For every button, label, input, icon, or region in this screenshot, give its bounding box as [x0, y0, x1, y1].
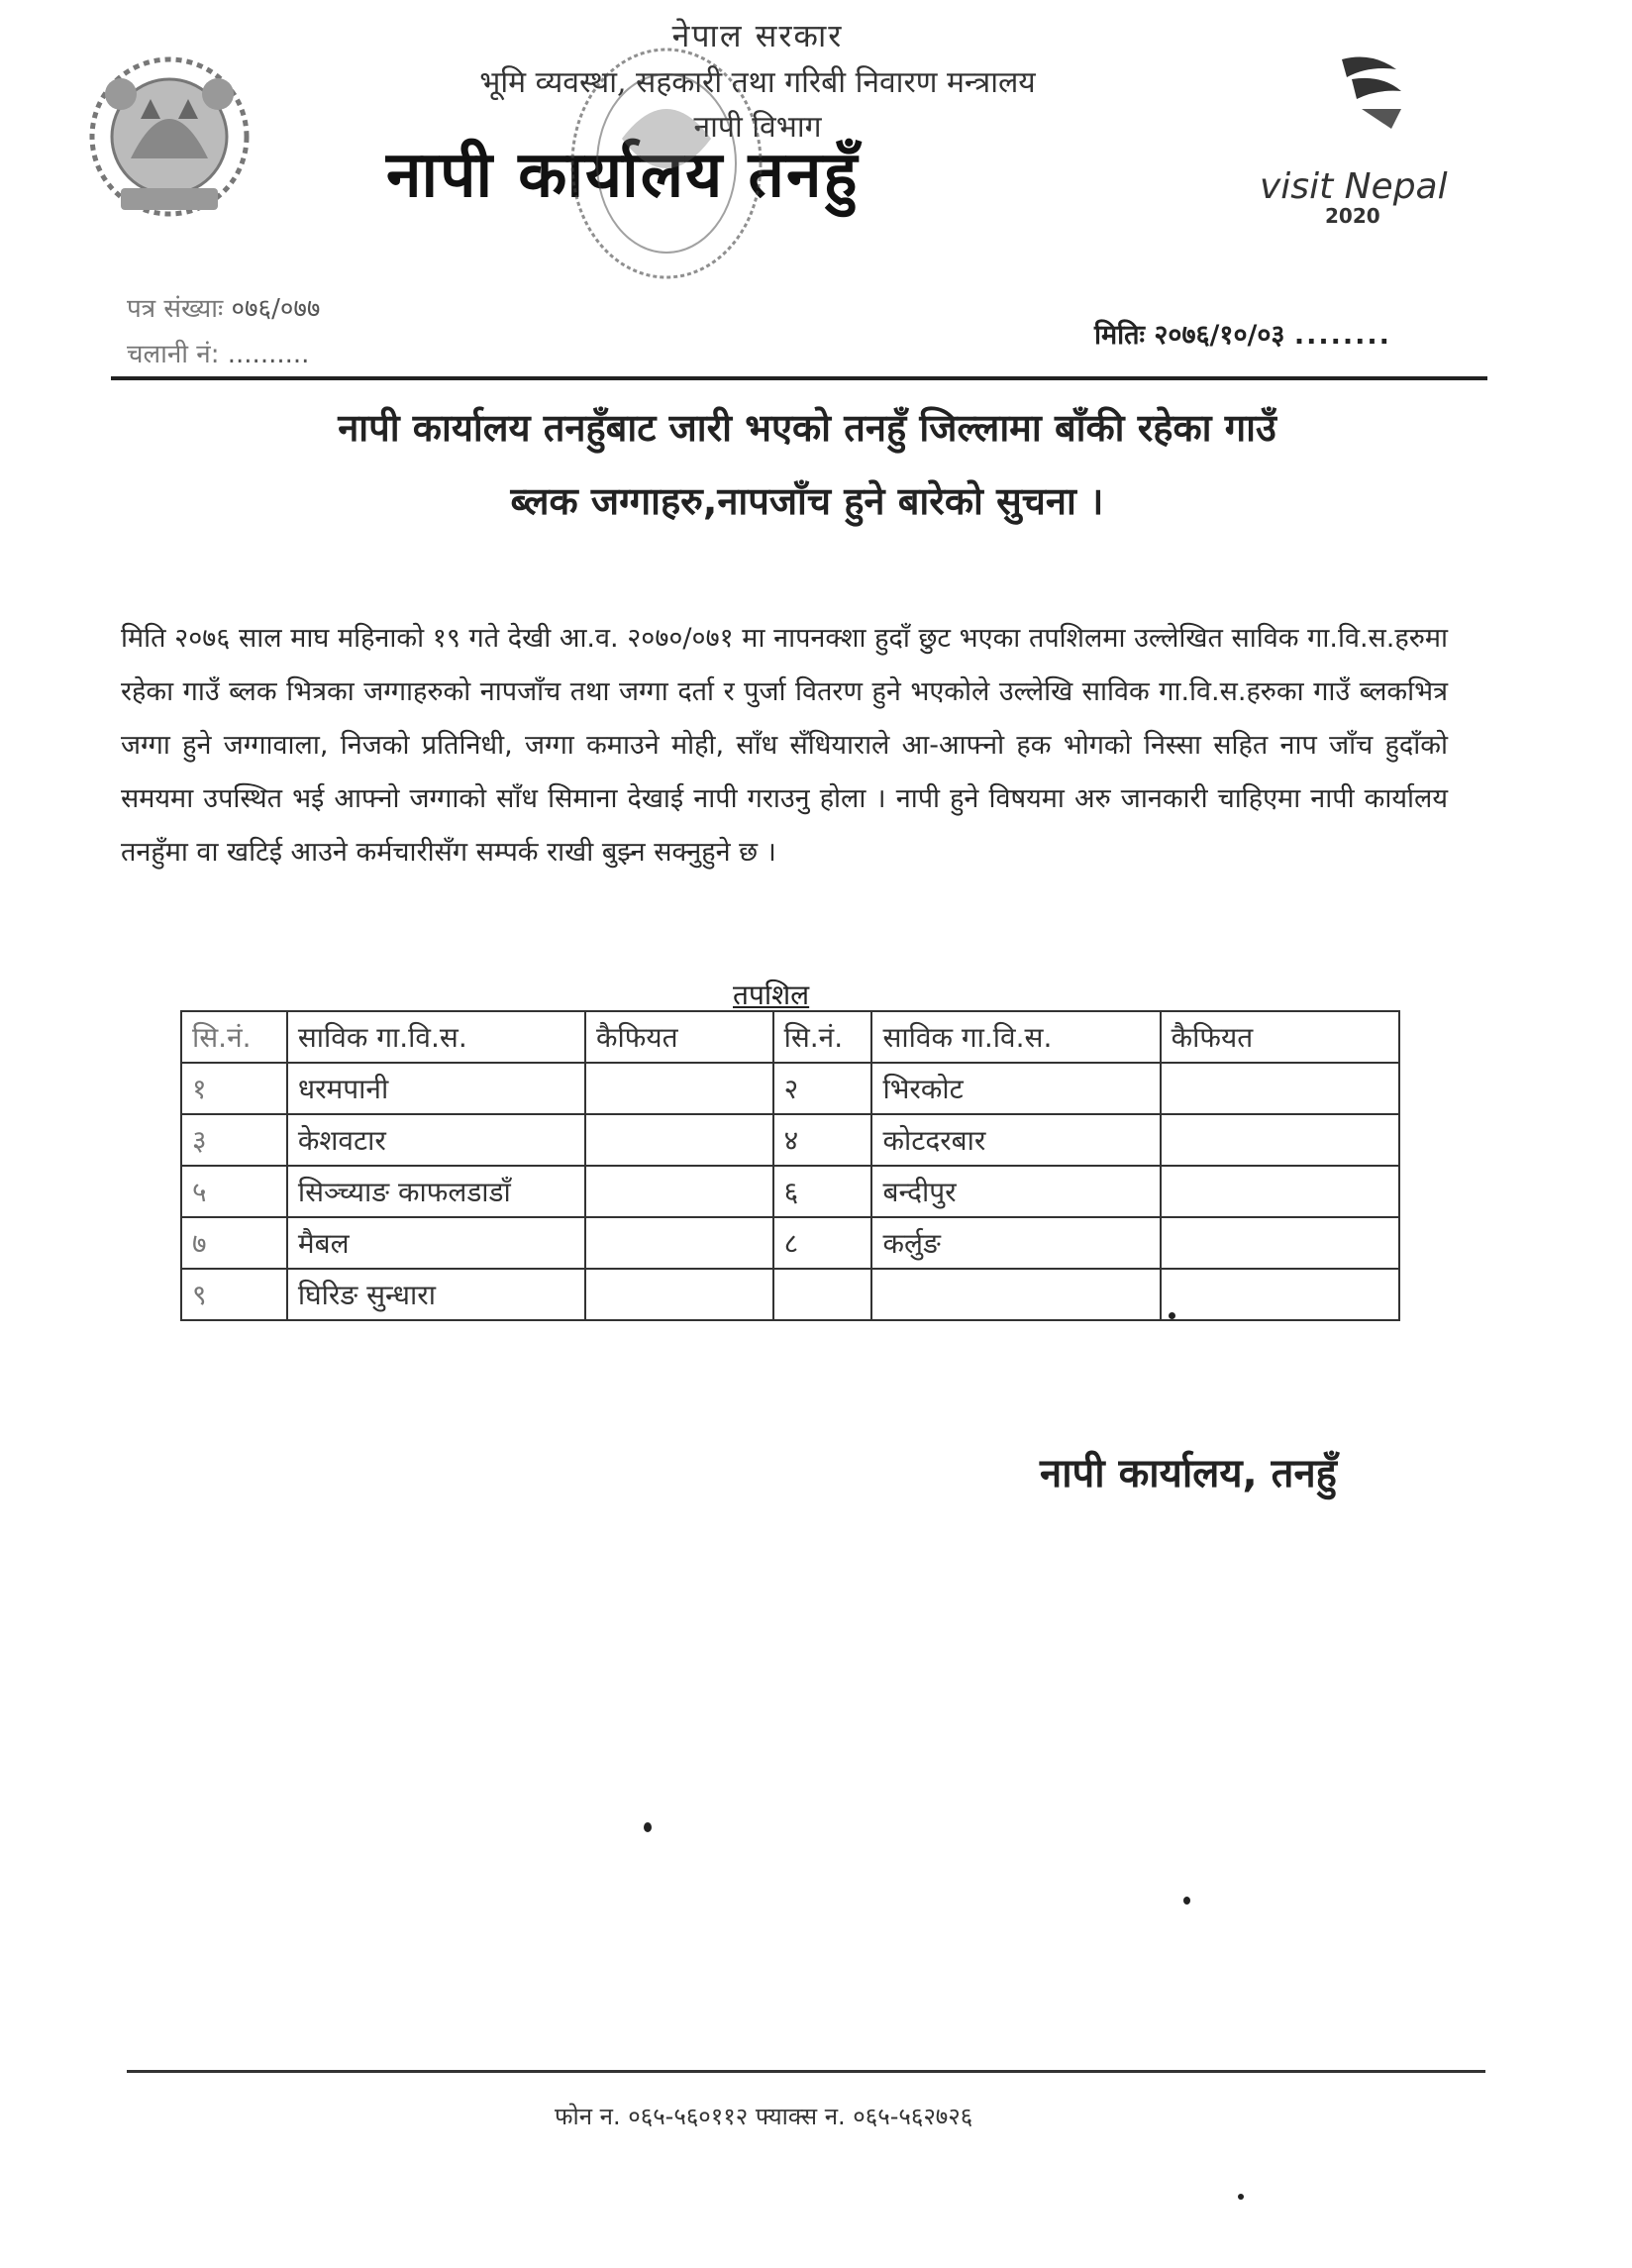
- table-cell: धरमपानी: [287, 1063, 585, 1114]
- visit-nepal-year: 2020: [1325, 204, 1380, 228]
- date-block: [1094, 315, 1391, 352]
- header-cell: कैफियत: [1161, 1011, 1399, 1063]
- table-cell: भिरकोट: [871, 1063, 1160, 1114]
- table-row: [181, 1269, 1399, 1320]
- date-value: २०७६/१०/०३: [1154, 320, 1285, 351]
- table-cell: [585, 1166, 773, 1217]
- dispatch-number-value: ..........: [227, 340, 310, 369]
- table-cell: [1161, 1114, 1399, 1166]
- header-divider: [111, 376, 1487, 380]
- date-trailing: ........: [1293, 320, 1391, 351]
- letter-number-label: पत्र संख्याः: [127, 294, 224, 324]
- scan-speck: [1169, 1312, 1175, 1319]
- header-cell: साविक गा.वि.स.: [287, 1011, 585, 1063]
- government-emblem-icon: [81, 40, 257, 238]
- table-row: [181, 1114, 1399, 1166]
- table-cell: [1161, 1217, 1399, 1269]
- ministry-name: भूमि व्यवस्था, सहकारी तथा गरिबी निवारण मन्त्रालय: [479, 65, 1036, 100]
- table-row: [181, 1166, 1399, 1217]
- table-row: [181, 1217, 1399, 1269]
- table-cell: ४: [773, 1114, 872, 1166]
- office-seal-icon: [562, 40, 770, 287]
- header-cell: सि.नं.: [181, 1011, 287, 1063]
- date-label: मितिः: [1094, 320, 1145, 351]
- table-cell: ६: [773, 1166, 872, 1217]
- table-cell: २: [773, 1063, 872, 1114]
- table-cell: कर्लुङ: [871, 1217, 1160, 1269]
- notice-subject: [119, 391, 1495, 538]
- table-cell: ५: [181, 1166, 287, 1217]
- table-row: [181, 1063, 1399, 1114]
- office-title: नापी कार्यालय तनहुँ: [386, 139, 860, 212]
- table-cell: [585, 1114, 773, 1166]
- table-cell: कोटदरबार: [871, 1114, 1160, 1166]
- table-cell: [585, 1063, 773, 1114]
- scan-speck: [644, 1822, 652, 1832]
- table-cell: [773, 1269, 872, 1320]
- table-header-row: [181, 1011, 1399, 1063]
- schedule-caption: तपशिल: [733, 979, 810, 1011]
- table-cell: केशवटार: [287, 1114, 585, 1166]
- table-cell: ९: [181, 1269, 287, 1320]
- table-cell: [871, 1269, 1160, 1320]
- header-cell: साविक गा.वि.स.: [871, 1011, 1160, 1063]
- table-cell: घिरिङ सुन्धारा: [287, 1269, 585, 1320]
- table-cell: [1161, 1269, 1399, 1320]
- footer-divider: [127, 2070, 1485, 2073]
- dispatch-number-label: चलानी नं:: [127, 340, 220, 369]
- reference-block: [127, 289, 320, 380]
- table-cell: [585, 1269, 773, 1320]
- table-cell: ७: [181, 1217, 287, 1269]
- letter-number: [127, 289, 320, 335]
- table-cell: [1161, 1166, 1399, 1217]
- table-cell: ३: [181, 1114, 287, 1166]
- table-cell: मैबल: [287, 1217, 585, 1269]
- table-cell: ८: [773, 1217, 872, 1269]
- visit-nepal-text: visit Nepal: [1260, 166, 1448, 207]
- government-name: नेपाल सरकार: [671, 17, 844, 54]
- department-name: नापी विभाग: [693, 110, 822, 145]
- header-cell: सि.नं.: [773, 1011, 872, 1063]
- table-cell: [1161, 1063, 1399, 1114]
- table-cell: [585, 1217, 773, 1269]
- subject-line-1: नापी कार्यालय तनहुँबाट जारी भएको तनहुँ जिल्लामा बाँकी रहेका गाउँ: [338, 406, 1276, 450]
- table-cell: बन्दीपुर: [871, 1166, 1160, 1217]
- schedule-table: [180, 1010, 1400, 1321]
- table-cell: सिञ्च्याङ काफलडाडाँ: [287, 1166, 585, 1217]
- dispatch-number: [127, 335, 320, 380]
- signature-block: नापी कार्यालय, तनहुँ: [1040, 1451, 1337, 1496]
- footer-contact: फोन न. ०६५-५६०११२ फ्याक्स न. ०६५-५६२७२६: [555, 2103, 973, 2130]
- table-cell: १: [181, 1063, 287, 1114]
- header-cell: कैफियत: [585, 1011, 773, 1063]
- scan-speck: [1183, 1897, 1190, 1905]
- letter-number-value: ०७६/०७७: [231, 294, 321, 324]
- notice-body: मिति २०७६ साल माघ महिनाको १९ गते देखी आ.व. २०७०/०७१ मा नापनक्शा हुदाँ छुट भएका तपशिलमा उल्लेखित साविक गा.वि.स.हरुमा रहेका गाउँ ब्लक भित्रका जग्गाहरुको नापजाँच तथा जग्गा दर्ता र पुर्जा वितरण हुने भएकोले उल्लेखि साविक गा.वि.स.हरुका गाउँ ब्लकभित्र जग्गा हुने जग्गावाला, निजको प्रतिनिधी, जग्गा कमाउने मोही, साँध सँधियाराले आ-आफ्नो हक भोगको निस्सा सहित नाप जाँच हुदाँको समयमा उपस्थित भई आफ्नो जग्गाको साँध सिमाना देखाई नापी गराउनु होला । नापी हुने विषयमा अरु जानकारी चाहिएमा नापी कार्यालय तनहुँमा वा खटिई आउने कर्मचारीसँग सम्पर्क राखी बुझ्न सक्नुहुने छ ।: [121, 623, 1448, 868]
- subject-line-2: ब्लक जग्गाहरु,नापजाँच हुने बारेको सुचना ।: [510, 479, 1104, 523]
- scan-speck: [1238, 2194, 1244, 2200]
